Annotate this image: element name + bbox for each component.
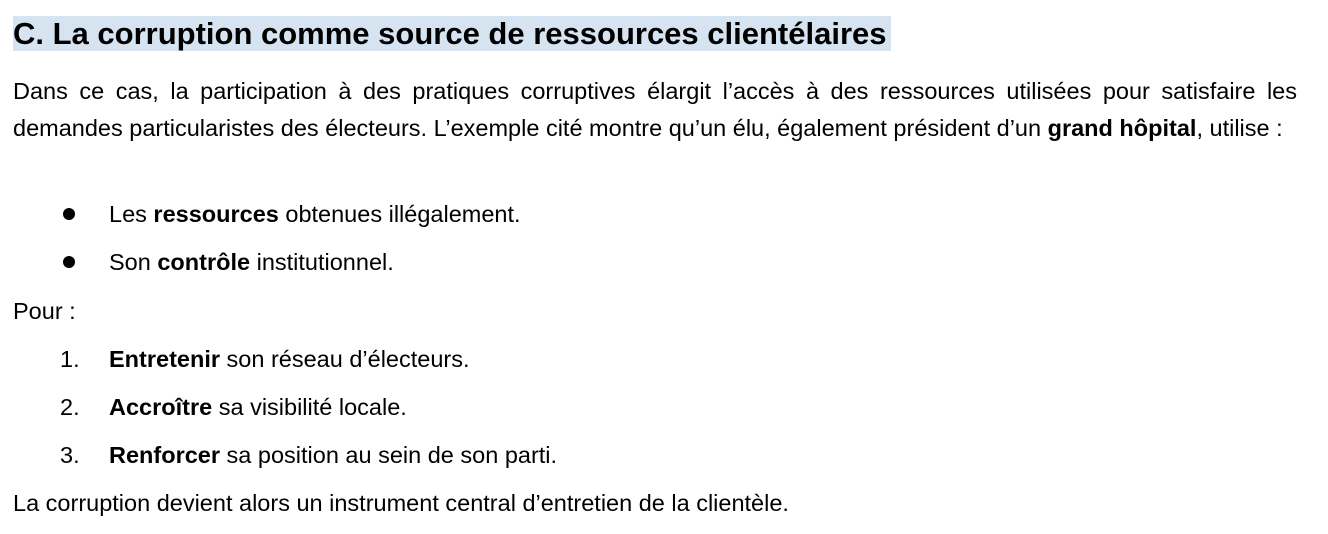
bullet-dot-icon <box>63 208 75 220</box>
bullet-bold-text: contrôle <box>157 249 251 275</box>
numbered-text-after: sa position au sein de son parti. <box>220 442 558 468</box>
bullet-item <box>0 196 1328 233</box>
numbered-item-text <box>109 341 470 378</box>
numbered-item-text <box>109 437 557 474</box>
intro-text-end: , utilise : <box>1196 115 1283 141</box>
bullet-text-before: Son <box>109 249 158 275</box>
numbered-text-after: son réseau d’électeurs. <box>220 346 470 372</box>
bullet-dot-icon <box>63 256 75 268</box>
numbered-text-after: sa visibilité locale. <box>212 394 407 420</box>
numbered-item <box>0 341 1328 378</box>
conclusion-paragraph: La corruption devient alors un instrument central d’entretien de la clientèle. <box>13 490 789 516</box>
section-heading-text: C. La corruption comme source de ressources clientélaires <box>13 16 891 51</box>
intro-text: Dans ce cas, la participation à des pratiques corruptives élargit l’accès à des ressources utilisées pour satisfaire les demandes particularistes des électeurs. L’exemple cité montre qu’un élu, également président d’un <box>13 78 1297 141</box>
intro-paragraph <box>13 73 1297 147</box>
bullet-bold-text: ressources <box>153 201 279 227</box>
bullet-text-after: obtenues illégalement. <box>278 201 521 227</box>
numbered-bold-text: Renforcer <box>109 442 221 468</box>
bullet-text-after: institutionnel. <box>250 249 394 275</box>
numbered-item <box>0 389 1328 426</box>
numbered-bold-text: Entretenir <box>109 346 220 372</box>
list-number: 1. <box>60 346 80 372</box>
intro-bold-text: grand hôpital <box>1047 115 1197 141</box>
numbered-item <box>0 437 1328 474</box>
bullet-text-before: Les <box>109 201 154 227</box>
list-number: 3. <box>60 442 80 468</box>
bullet-item-text <box>109 196 521 233</box>
numbered-item-text <box>109 389 407 426</box>
list-number: 2. <box>60 394 80 420</box>
numbered-bold-text: Accroître <box>109 394 213 420</box>
bullet-item-text <box>109 244 394 281</box>
bullet-item <box>0 244 1328 281</box>
section-heading <box>13 13 893 54</box>
pour-label: Pour : <box>13 298 76 324</box>
